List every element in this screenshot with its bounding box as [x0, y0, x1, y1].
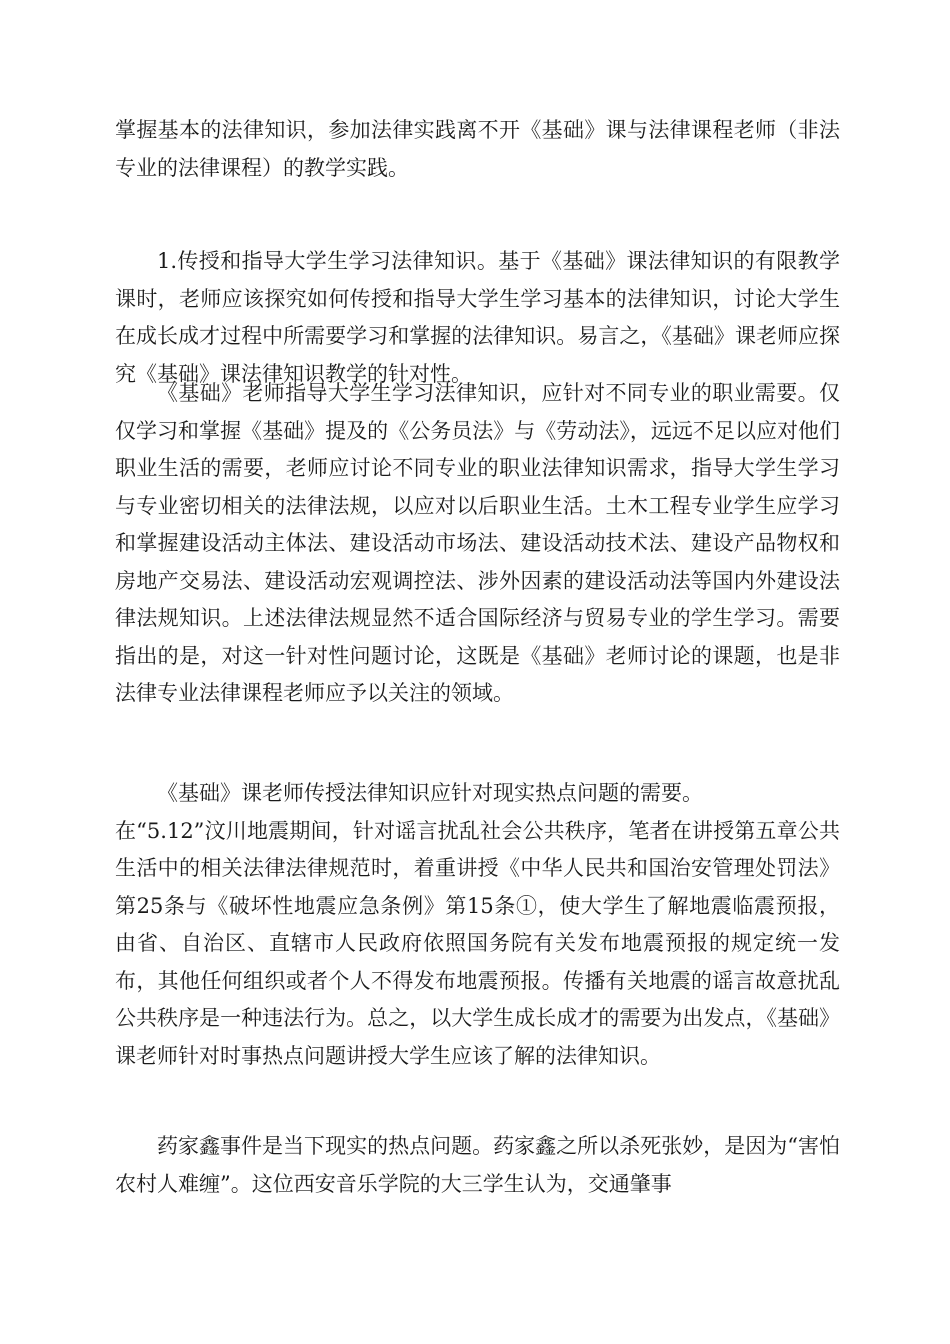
paragraph-hot-topics-lead: 《基础》课老师传授法律知识应针对现实热点问题的需要。 [157, 781, 703, 805]
body-text-block-2 [115, 243, 840, 393]
paragraph-earthquake-example: 在“5.12”汶川地震期间，针对谣言扰乱社会公共秩序，笔者在讲授第五章公共生活中的相关法律法律规范时，着重讲授《中华人民共和国治安管理处罚法》第25条与《破坏性地震应急条例》第15条①，使大学生了解地震临震预报，由省、自治区、直辖市人民政府依照国务院有关发布地震预报的规定统一发布，其他任何组织或者个人不得发布地震预报。传播有关地震的谣言故意扰乱公共秩序是一种违法行为。总之，以大学生成长成才的需要为出发点，《基础》课老师针对时事热点问题讲授大学生应该了解的法律知识。 [115, 818, 840, 1068]
paragraph-legal-practice: 掌握基本的法律知识，参加法律实践离不开《基础》课与法律课程老师（非法专业的法律课程）的教学实践。 [115, 118, 840, 180]
paragraph-professional-needs: 《基础》老师指导大学生学习法律知识，应针对不同专业的职业需要。仅仅学习和掌握《基础》提及的《公务员法》与《劳动法》，远远不足以应对他们职业生活的需要，老师应讨论不同专业的职业法律知识需求，指导大学生学习与专业密切相关的法律法规，以应对以后职业生活。土木工程专业学生应学习和掌握建设活动主体法、建设活动市场法、建设活动技术法、建设产品物权和房地产交易法、建设活动宏观调控法、涉外因素的建设活动法等国内外建设法律法规知识。上述法律法规显然不适合国际经济与贸易专业的学生学习。需要指出的是，对这一针对性问题讨论，这既是《基础》老师讨论的课题，也是非法律专业法律课程老师应予以关注的领域。 [115, 381, 840, 705]
paragraph-yao-jiaxin-case: 药家鑫事件是当下现实的热点问题。药家鑫之所以杀死张妙，是因为“害怕农村人难缠”。这位西安音乐学院的大三学生认为，交通肇事 [115, 1134, 840, 1196]
body-text-block-5 [115, 1128, 840, 1203]
paragraph-point-1: 1.传授和指导大学生学习法律知识。基于《基础》课法律知识的有限教学课时，老师应该探究如何传授和指导大学生学习基本的法律知识，讨论大学生在成长成才过程中所需要学习和掌握的法律知识。易言之，《基础》课老师应探究《基础》课法律知识教学的针对性。 [115, 249, 840, 386]
body-text-block-1 [115, 112, 840, 187]
body-text-block-4 [115, 775, 840, 1075]
body-text-block-3 [115, 375, 840, 713]
